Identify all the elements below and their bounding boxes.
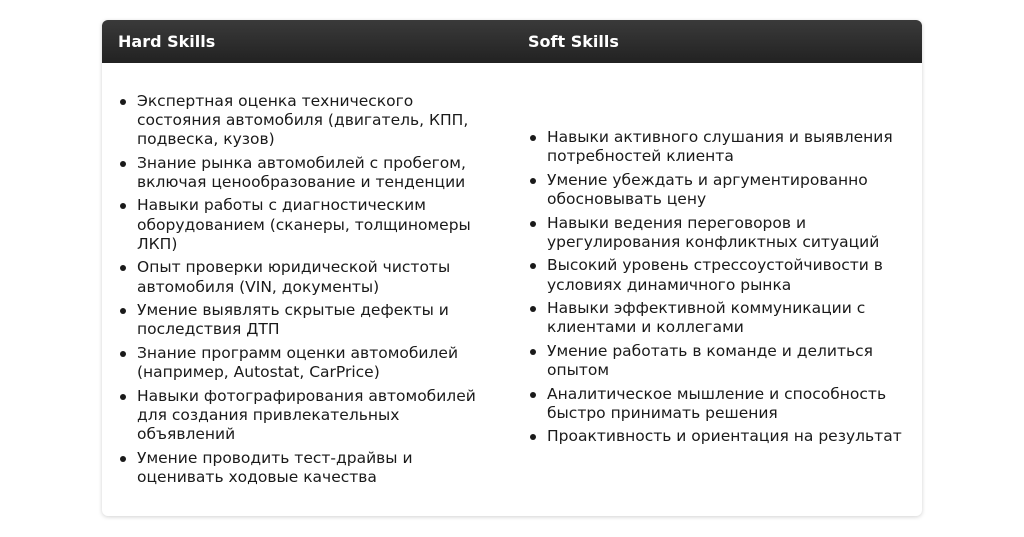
soft-skills-cell	[512, 63, 922, 516]
hard-skills-list	[102, 92, 492, 492]
hard-skills-cell	[102, 63, 512, 516]
list-item: Навыки ведения переговоров и урегулирования конфликтных ситуаций	[547, 214, 912, 252]
list-item: Умение работать в команде и делиться опытом	[547, 342, 912, 380]
header-soft-skills: Soft Skills	[528, 32, 619, 51]
list-item: Экспертная оценка технического состояния автомобиля (двигатель, КПП, подвеска, кузов)	[137, 92, 492, 150]
list-item: Опыт проверки юридической чистоты автомобиля (VIN, документы)	[137, 258, 492, 296]
soft-skills-list	[512, 128, 912, 451]
header-hard-skills: Hard Skills	[118, 32, 216, 51]
list-item: Высокий уровень стрессоустойчивости в условиях динамичного рынка	[547, 256, 912, 294]
table-body	[102, 63, 922, 516]
list-item: Навыки активного слушания и выявления потребностей клиента	[547, 128, 912, 166]
list-item: Умение выявлять скрытые дефекты и последствия ДТП	[137, 301, 492, 339]
list-item: Умение проводить тест-драйвы и оценивать ходовые качества	[137, 449, 492, 487]
list-item: Проактивность и ориентация на результат	[547, 427, 912, 446]
list-item: Навыки работы с диагностическим оборудованием (сканеры, толщиномеры ЛКП)	[137, 196, 492, 254]
list-item: Навыки фотографирования автомобилей для создания привлекательных объявлений	[137, 387, 492, 445]
table-header	[102, 20, 922, 63]
list-item: Аналитическое мышление и способность быстро принимать решения	[547, 385, 912, 423]
list-item: Знание рынка автомобилей с пробегом, включая ценообразование и тенденции	[137, 154, 492, 192]
list-item: Навыки эффективной коммуникации с клиентами и коллегами	[547, 299, 912, 337]
skills-table	[102, 20, 922, 516]
list-item: Умение убеждать и аргументированно обосновывать цену	[547, 171, 912, 209]
list-item: Знание программ оценки автомобилей (например, Autostat, CarPrice)	[137, 344, 492, 382]
